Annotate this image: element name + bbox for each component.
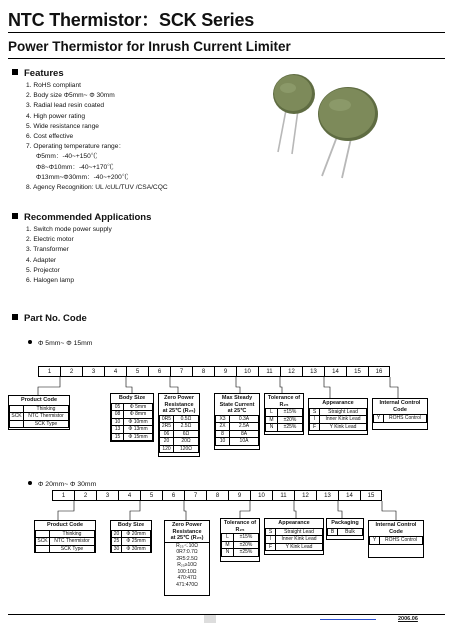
table-cell: 120 xyxy=(160,445,174,453)
position-box: 15 xyxy=(346,366,368,377)
box-header: Product Code xyxy=(46,522,84,528)
table-cell: Inner Kink Lead xyxy=(276,536,323,544)
position-box: 14 xyxy=(338,490,360,501)
table-cell: Φ 25mm xyxy=(122,538,151,546)
box-header: Zero Power Resistance at 25℃ (R₂₅) xyxy=(170,522,204,541)
position-box: 10 xyxy=(250,490,272,501)
list-item: 4. Adapter xyxy=(26,256,57,264)
table-cell: 2X xyxy=(216,423,230,431)
d2-product-code-box xyxy=(34,520,96,553)
list-item: 6. Cost effective xyxy=(26,133,74,141)
table-cell: Straight Lead xyxy=(320,408,367,416)
table-cell: 2R5 xyxy=(160,423,174,431)
list-item: Φ13mm~Φ30mm：-40~+200℃ xyxy=(36,173,129,181)
position-box: 9 xyxy=(214,366,236,377)
table-cell: ±25% xyxy=(234,549,259,557)
position-box: 3 xyxy=(82,366,104,377)
footer-date: 2006.06 xyxy=(398,616,418,622)
list-item: 7. Operating temperature range： xyxy=(26,143,125,151)
table-cell: L xyxy=(222,534,234,542)
footer-link[interactable] xyxy=(320,619,376,620)
table-cell: F xyxy=(266,543,276,551)
list-item: 2. Electric motor xyxy=(26,236,74,244)
table-cell: Φ 13mm xyxy=(124,426,153,434)
table-cell: SCK Type xyxy=(24,420,69,428)
box-header: Appearance xyxy=(278,520,310,526)
position-box: 9 xyxy=(228,490,250,501)
box-header: Internal Control Code xyxy=(379,400,421,413)
box-header: Max Steady State Current at 25℃ xyxy=(219,395,255,414)
position-box: 14 xyxy=(324,366,346,377)
position-box: 5 xyxy=(126,366,148,377)
table-cell: F xyxy=(310,423,320,431)
table-cell: Y xyxy=(370,537,380,545)
box-header: Product Code xyxy=(20,397,58,403)
position-box: 1 xyxy=(52,490,74,501)
list-item: 4. High power rating xyxy=(26,112,86,120)
table-cell: ±15% xyxy=(234,534,259,542)
table-cell: 25 xyxy=(112,538,122,546)
applications-heading: Recommended Applications xyxy=(12,212,151,223)
list-item: 3. Transformer xyxy=(26,246,69,254)
position-box: 12 xyxy=(294,490,316,501)
box-header: Zero Power Resistance at 25℃ (R₂₅) xyxy=(162,395,196,414)
part-no-heading: Part No. Code xyxy=(12,313,87,324)
table-cell: 20 xyxy=(112,530,122,538)
list-item: 1. Switch mode power supply xyxy=(26,226,112,233)
table-cell: 8 xyxy=(216,430,230,438)
table-cell: 120Ω xyxy=(174,445,199,453)
position-box: 2 xyxy=(74,490,96,501)
footer-divider xyxy=(8,614,445,615)
table-cell: L xyxy=(266,409,278,417)
table-cell: S xyxy=(266,528,276,536)
position-box: 1 xyxy=(38,366,60,377)
box-header: Internal Control Code xyxy=(375,522,417,535)
table-cell: ROHS Control xyxy=(384,415,427,423)
position-box: 13 xyxy=(316,490,338,501)
features-heading: Features xyxy=(12,68,64,79)
list-item: R₂₅≥10Ω xyxy=(177,562,197,569)
table-cell: X3 xyxy=(216,415,230,423)
position-box: 4 xyxy=(104,366,126,377)
table-cell: Φ 15mm xyxy=(124,433,153,441)
position-box: 7 xyxy=(170,366,192,377)
list-item: 1. RoHS compliant xyxy=(26,82,81,89)
table-cell: 10 xyxy=(112,418,124,426)
d2-packaging-box xyxy=(326,518,364,540)
table-cell: Φ 30mm xyxy=(122,545,151,553)
table-cell: 06 xyxy=(160,430,174,438)
list-item: 6. Halogen lamp xyxy=(26,277,75,285)
position-box: 16 xyxy=(368,366,390,377)
list-item: 100:10Ω xyxy=(177,568,197,575)
table-cell: ±20% xyxy=(278,416,303,424)
table-cell: Φ 5mm xyxy=(124,403,153,411)
list-item: 471:470Ω xyxy=(176,582,198,589)
table-cell: 10 xyxy=(216,438,230,446)
table-cell: 20Ω xyxy=(174,438,199,446)
table-cell: Thinking xyxy=(50,530,95,538)
table-cell: 10A xyxy=(230,438,259,446)
list-item: Φ8~Φ10mm：-40~+170℃ xyxy=(36,163,114,171)
table-cell: N xyxy=(266,424,278,432)
table-cell: 20 xyxy=(160,438,174,446)
position-box: 12 xyxy=(280,366,302,377)
position-box: 7 xyxy=(184,490,206,501)
table-cell: SCK xyxy=(37,538,48,545)
list-item: 3. Radial lead resin coated xyxy=(26,102,105,110)
table-cell: Y Kink Lead xyxy=(276,543,323,551)
position-box: 8 xyxy=(192,366,214,377)
table-cell: ±25% xyxy=(278,424,303,432)
table-cell: 2.5Ω xyxy=(174,423,199,431)
table-cell: SCK Type xyxy=(50,545,95,553)
list-item: 5. Wide resistance range xyxy=(26,122,99,130)
table-cell: 30 xyxy=(112,545,122,553)
box-header: Appearance xyxy=(322,400,354,406)
box-header: Tolerance of R₂₅ xyxy=(267,395,301,408)
box-header: Body Size xyxy=(118,395,146,401)
position-box: 3 xyxy=(96,490,118,501)
table-cell: 08 xyxy=(112,411,124,419)
table-cell: NTC Thermistor xyxy=(24,413,69,421)
table-cell xyxy=(36,545,50,553)
table-cell: 0R5 xyxy=(160,415,174,423)
footer-page-marker xyxy=(204,615,216,623)
d2-internal-control-box xyxy=(368,520,424,558)
list-item: 8. Agency Recognition: UL /cUL/TUV /CSA/CQC xyxy=(26,184,168,192)
position-box: 2 xyxy=(60,366,82,377)
diagram1-range: Φ 5mm~ Φ 15mm xyxy=(28,340,92,347)
d2-tolerance-box xyxy=(220,518,260,562)
table-cell: Φ 8mm xyxy=(124,411,153,419)
list-item: 0R7:0.7Ω xyxy=(176,549,198,556)
page-subtitle: Power Thermistor for Inrush Current Limiter xyxy=(8,39,291,54)
list-item: 2. Body size Φ5mm~ Φ 30mm xyxy=(26,92,115,100)
list-item: R₂₅＜10Ω xyxy=(176,542,198,549)
table-cell: Φ 10mm xyxy=(124,418,153,426)
position-box: 11 xyxy=(258,366,280,377)
table-cell: B xyxy=(328,528,338,536)
table-cell: I xyxy=(266,536,276,544)
table-cell: ±15% xyxy=(278,409,303,417)
position-box: 11 xyxy=(272,490,294,501)
table-cell: 15 xyxy=(112,433,124,441)
list-item: Φ5mm：-40~+150℃ xyxy=(36,153,98,161)
table-cell: N xyxy=(222,549,234,557)
d2-zero-power-box xyxy=(164,520,210,596)
position-box: 10 xyxy=(236,366,258,377)
table-cell: Y Kink Lead xyxy=(320,423,367,431)
table-cell xyxy=(36,530,50,538)
table-cell: 05 xyxy=(112,403,124,411)
table-cell: 0.5Ω xyxy=(174,415,199,423)
table-cell: 6Ω xyxy=(174,430,199,438)
table-cell: 13 xyxy=(112,426,124,434)
table-cell: Thinking xyxy=(24,405,69,413)
d2-appearance-box xyxy=(264,518,324,555)
table-cell: 2.5A xyxy=(230,423,259,431)
table-cell: S xyxy=(310,408,320,416)
table-cell: Φ 20mm xyxy=(122,530,151,538)
position-box: 15 xyxy=(360,490,382,501)
list-item: 470:47Ω xyxy=(177,575,197,582)
table-cell: M xyxy=(222,541,234,549)
table-cell: Y xyxy=(374,415,384,423)
table-cell: ±20% xyxy=(234,541,259,549)
table-cell: ROHS Control xyxy=(380,537,423,545)
box-header: Packaging xyxy=(331,520,359,526)
position-box: 5 xyxy=(140,490,162,501)
box-header: Tolerance of R₂₅ xyxy=(223,520,257,533)
table-cell: Bulk xyxy=(338,528,363,536)
table-cell: 8A xyxy=(230,430,259,438)
box-header: Body Size xyxy=(117,522,145,528)
list-item: 5. Projector xyxy=(26,266,60,274)
table-cell: I xyxy=(310,416,320,424)
d2-body-size-box xyxy=(110,520,152,553)
table-cell: M xyxy=(266,416,278,424)
table-cell: NTC Thermistor xyxy=(50,538,95,546)
position-box: 13 xyxy=(302,366,324,377)
table-cell: 0.3A xyxy=(230,415,259,423)
position-box: 8 xyxy=(206,490,228,501)
diagram2-range: Φ 20mm~ Φ 30mm xyxy=(28,481,96,488)
list-item: 2R5:2.5Ω xyxy=(176,555,198,562)
table-cell: Straight Lead xyxy=(276,528,323,536)
position-box: 6 xyxy=(162,490,184,501)
position-box: 6 xyxy=(148,366,170,377)
table-cell: SCK xyxy=(11,413,22,420)
position-box: 4 xyxy=(118,490,140,501)
page-title: NTC Thermistor：SCK Series xyxy=(8,10,255,30)
table-cell: Inner Kink Lead xyxy=(320,416,367,424)
